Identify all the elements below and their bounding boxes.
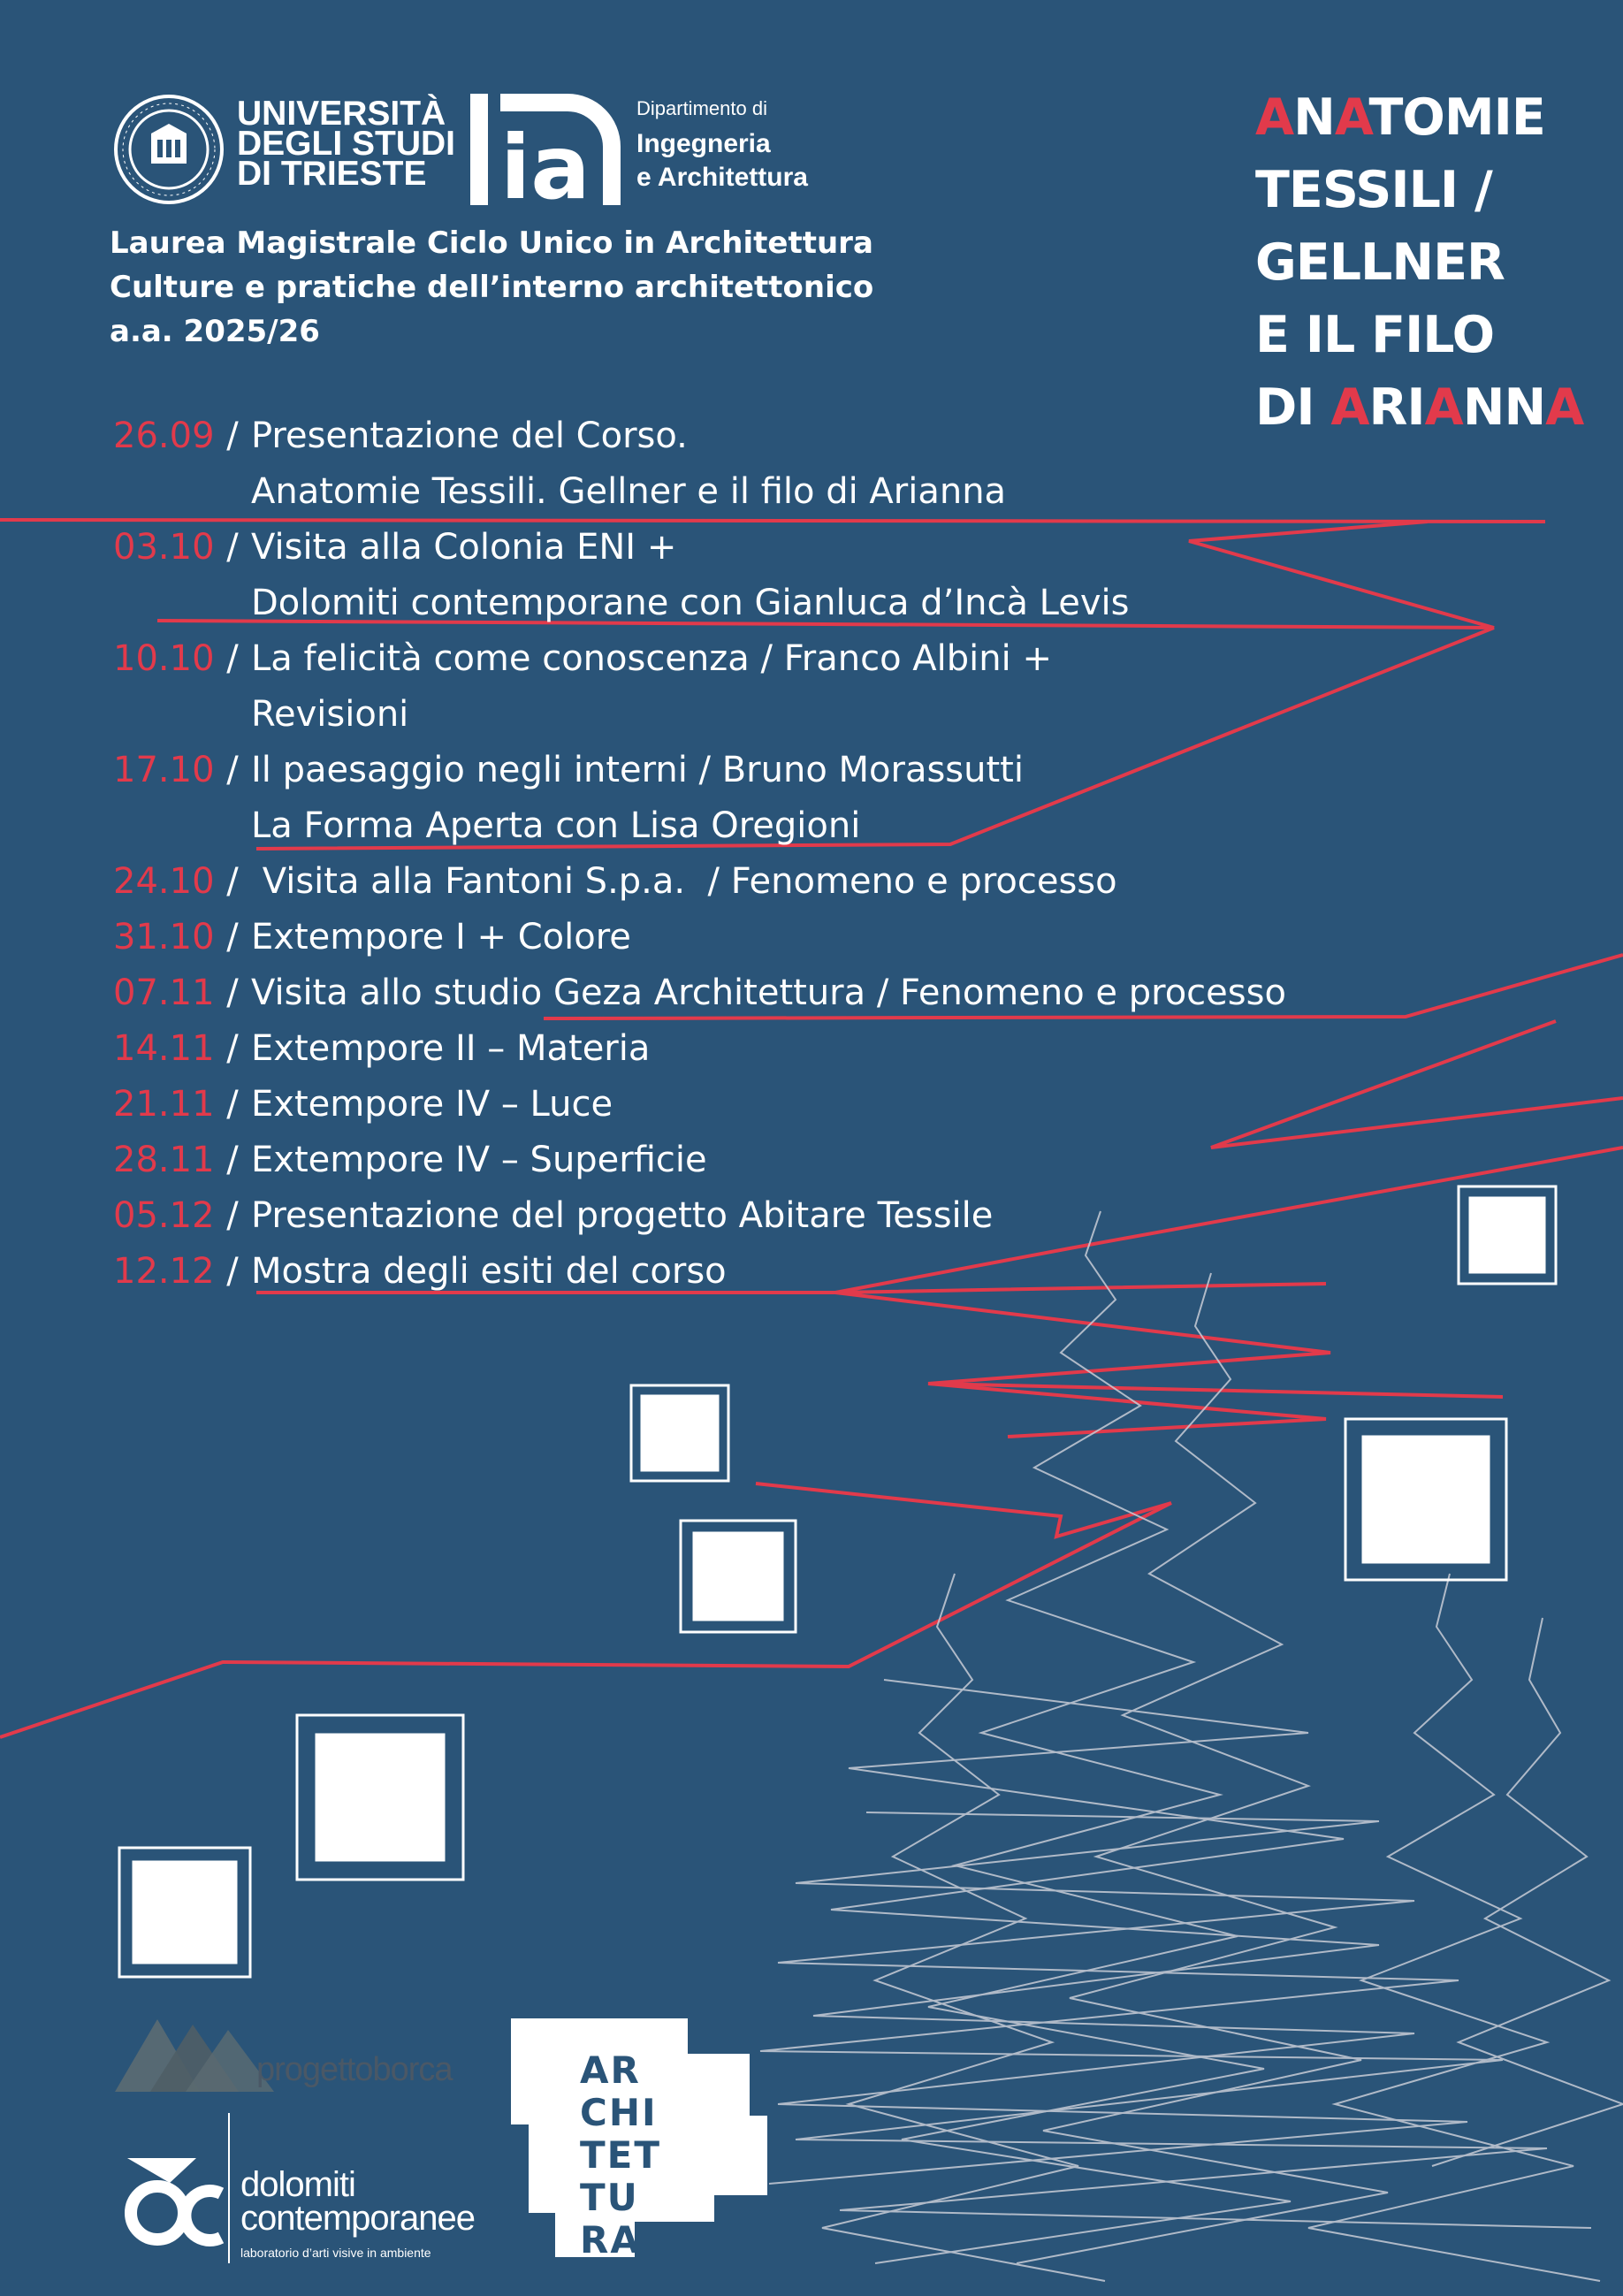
schedule-text: Presentazione del Corso. [251, 416, 688, 456]
architettura-line: TET [580, 2133, 661, 2177]
schedule-text: Extempore II – Materia [251, 1028, 651, 1069]
architettura-line: CHI [580, 2091, 658, 2134]
title-line: ANATOMIE [1255, 88, 1545, 147]
title-highlight-letter: A [1330, 378, 1369, 437]
schedule-row [113, 965, 1286, 1021]
schedule-row [113, 408, 1286, 464]
course-name: Culture e pratiche dell’interno architettonico [110, 270, 874, 305]
schedule-row [113, 1244, 1286, 1300]
schedule-date: 24.10 [113, 861, 215, 902]
dolomiti-name-line: dolomiti [240, 2165, 355, 2204]
schedule-date: 28.11 [113, 1140, 215, 1180]
dolomiti-contemporanee-name [240, 2165, 475, 2238]
title-line: E IL FILO [1255, 306, 1495, 364]
dolomiti-contemporanee-logo-icon [117, 2153, 240, 2250]
schedule-text: La Forma Aperta con Lisa Oregioni [251, 805, 861, 846]
schedule-date: 12.12 [113, 1251, 215, 1292]
schedule-separator: / [226, 1084, 239, 1125]
progetto-borca-part2: borca [372, 2051, 453, 2088]
schedule-row [113, 1133, 1286, 1188]
title-line: GELLNER [1255, 233, 1505, 292]
university-name-line: DI TRIESTE [237, 155, 427, 193]
schedule-separator: / [226, 416, 239, 456]
schedule-row [113, 520, 1286, 576]
architettura-line: AR [580, 2048, 641, 2092]
progetto-borca-logo-text [256, 2051, 453, 2089]
title-highlight-letter: A [1255, 88, 1294, 147]
schedule-row [113, 1077, 1286, 1133]
department-name-line: Ingegneria [636, 129, 771, 158]
schedule-row-continuation [113, 687, 1286, 743]
academic-year: a.a. 2025/26 [110, 314, 320, 349]
schedule-separator: / [226, 1140, 239, 1180]
title-line: DI ARIANNA [1255, 378, 1584, 437]
schedule-row [113, 743, 1286, 798]
title-highlight-letter: A [1424, 378, 1463, 437]
department-name-line: e Architettura [636, 163, 808, 192]
dolomiti-contemporanee-subtitle: laboratorio d’arti visive in ambiente [240, 2246, 431, 2260]
schedule-date: 07.11 [113, 973, 215, 1013]
ia-department-logo [470, 94, 621, 205]
title-highlight-letter: A [1545, 378, 1584, 437]
schedule-separator: / [226, 1251, 239, 1292]
schedule-separator: / [226, 638, 239, 679]
schedule-separator: / [226, 527, 239, 568]
ia-logo-text: ia [500, 116, 591, 205]
schedule-separator: / [226, 861, 239, 902]
schedule-text: Mostra degli esiti del corso [251, 1251, 727, 1292]
schedule-text: Visita alla Colonia ENI + [251, 527, 677, 568]
course-info [110, 221, 873, 354]
department-name [636, 97, 808, 195]
university-seal-icon [113, 94, 225, 205]
schedule-row [113, 1021, 1286, 1077]
schedule-separator: / [226, 1028, 239, 1069]
schedule-date: 21.11 [113, 1084, 215, 1125]
schedule-row [113, 631, 1286, 687]
schedule-row-continuation [113, 576, 1286, 631]
architettura-line: RA· [580, 2218, 657, 2262]
schedule-separator: / [226, 917, 239, 957]
university-name [237, 95, 456, 193]
schedule-text: Extempore IV – Luce [251, 1084, 613, 1125]
schedule-date: 05.12 [113, 1195, 215, 1236]
schedule-text: Visita alla Fantoni S.p.a. / Fenomeno e processo [251, 861, 1117, 902]
dolomiti-name-line: contemporanee [240, 2199, 475, 2238]
schedule-text: Extempore I + Colore [251, 917, 631, 957]
schedule-text: Extempore IV – Superficie [251, 1140, 707, 1180]
poster-title [1255, 81, 1583, 444]
title-line: TESSILI / [1255, 161, 1492, 219]
schedule-separator: / [226, 750, 239, 790]
course-schedule [113, 408, 1286, 1300]
schedule-text: Anatomie Tessili. Gellner e il filo di Arianna [251, 471, 1007, 512]
schedule-row-continuation [113, 798, 1286, 854]
schedule-date: 10.10 [113, 638, 215, 679]
architettura-line: TU [580, 2176, 639, 2219]
schedule-text: Presentazione del progetto Abitare Tessile [251, 1195, 994, 1236]
schedule-text: Revisioni [251, 694, 409, 735]
schedule-text: Visita allo studio Geza Architettura / Fenomeno e processo [251, 973, 1286, 1013]
schedule-text: La felicità come conoscenza / Franco Albini + [251, 638, 1052, 679]
progetto-borca-part1: progetto [256, 2051, 373, 2088]
architettura-logo-text [580, 2049, 661, 2262]
university-name-line: DEGLI STUDI [237, 125, 456, 163]
schedule-text: Dolomiti contemporane con Gianluca d’Incà Levis [251, 583, 1130, 623]
schedule-row [113, 1188, 1286, 1244]
title-highlight-letter: A [1334, 88, 1369, 147]
schedule-date: 17.10 [113, 750, 215, 790]
schedule-date: 03.10 [113, 527, 215, 568]
schedule-date: 31.10 [113, 917, 215, 957]
schedule-separator: / [226, 1195, 239, 1236]
schedule-separator: / [226, 973, 239, 1013]
schedule-row-continuation [113, 464, 1286, 520]
department-label: Dipartimento di [636, 97, 767, 119]
schedule-date: 14.11 [113, 1028, 215, 1069]
schedule-row [113, 854, 1286, 910]
university-name-line: UNIVERSITÀ [237, 95, 446, 133]
schedule-text: Il paesaggio negli interni / Bruno Morassutti [251, 750, 1024, 790]
schedule-row [113, 910, 1286, 965]
schedule-date: 26.09 [113, 416, 215, 456]
course-degree: Laurea Magistrale Ciclo Unico in Architettura [110, 225, 873, 261]
